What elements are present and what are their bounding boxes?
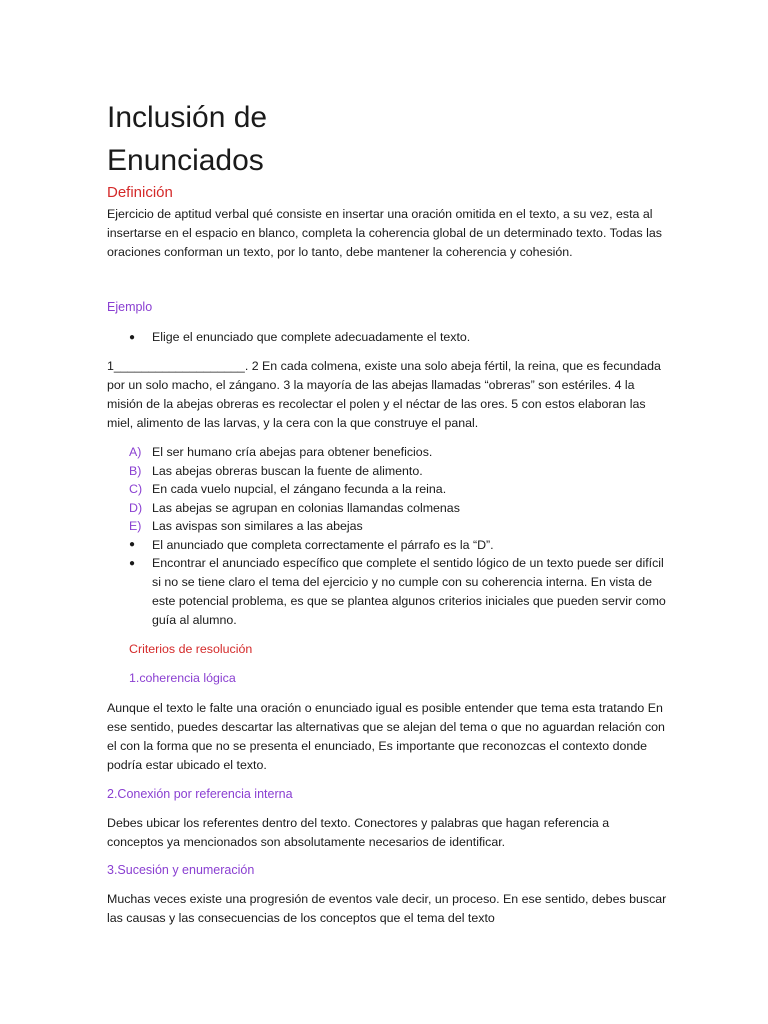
- option-c: [107, 480, 667, 499]
- example-passage: 1___________________. 2 En cada colmena, existe una solo abeja fértil, la reina, que es fecundada por un solo macho, el zángano. 3 la mayoría de las abejas llamadas “obreras” son estériles. 4 la misión de la abejas obreras es recolectar el polen y el néctar de las ores. 5 con estos elaboran las miel, alimento de las larvas, y la cera con la que construye el panal.: [107, 359, 661, 430]
- option-text: El ser humano cría abejas para obtener beneficios.: [152, 445, 433, 459]
- definicion-text: Ejercicio de aptitud verbal qué consiste en insertar una oración omitida en el texto, a su vez, esta al insertarse en el espacio en blanco, completa la coherencia global de un determinado texto. Todas las oraciones conforman un texto, por lo tanto, debe mantener la coherencia y cohesión.: [107, 207, 662, 259]
- option-text: Las abejas obreras buscan la fuente de alimento.: [152, 463, 423, 478]
- options-list: [107, 443, 667, 630]
- criterios-heading: Criterios de resolución: [129, 642, 253, 656]
- note-text: Encontrar el anunciado específico que complete el sentido lógico de un texto puede ser difícil si no se tiene claro el tema del ejercicio y no cumple con su coherencia interna. En vista de este potencial problema, es que se plantea algunos criterios iniciales que pueden servir como guía al alumno.: [152, 556, 666, 627]
- title-line-1: Inclusión de: [107, 101, 268, 134]
- option-e: [107, 517, 667, 536]
- criterio-1-text: Aunque el texto le falte una oración o enunciado igual es posible entender que tema esta tratando En ese sentido, puedes descartar las alternativas que se alejan del tema o que no aguardan relación con el con la forma que no se presenta el enunciado, Es importante que reconozcas el contexto donde podría estar ubicado el texto.: [107, 701, 665, 772]
- criterio-2-heading: 2.Conexión por referencia interna: [107, 787, 293, 801]
- option-b: [107, 462, 667, 481]
- option-text: Las abejas se agrupan en colonias llamandas colmenas: [152, 500, 460, 515]
- note-item: [107, 554, 667, 630]
- bullet-icon: ●: [129, 558, 136, 569]
- bullet-icon: ●: [129, 332, 136, 343]
- option-letter: D): [129, 500, 143, 515]
- option-d: [107, 499, 667, 518]
- criterio-3-text: Muchas veces existe una progresión de eventos vale decir, un proceso. En ese sentido, debes buscar las causas y las consecuencias de los conceptos que el tema del texto: [107, 892, 667, 925]
- ejemplo-heading: Ejemplo: [107, 300, 153, 314]
- criterio-2-text: Debes ubicar los referentes dentro del texto. Conectores y palabras que hagan referencia a conceptos ya mencionados son absolutamente necesarios de identificar.: [107, 816, 610, 849]
- criterio-3-heading: 3.Sucesión y enumeración: [107, 863, 255, 877]
- option-a: [107, 443, 667, 462]
- list-item: [107, 328, 667, 347]
- title-line-2: Enunciados: [107, 144, 264, 177]
- instruction-text: Elige el enunciado que complete adecuadamente el texto.: [152, 330, 471, 344]
- definicion-heading: Definición: [107, 184, 173, 201]
- option-text: Las avispas son similares a las abejas: [152, 519, 363, 533]
- option-text: En cada vuelo nupcial, el zángano fecunda a la reina.: [152, 482, 447, 496]
- answer-text: El anunciado que completa correctamente el párrafo es la “D”.: [152, 537, 494, 552]
- bullet-icon: ●: [129, 538, 136, 550]
- instruction-list: [107, 328, 667, 347]
- answer-item: [107, 536, 667, 555]
- criterio-1-heading: 1.coherencia lógica: [129, 671, 236, 685]
- option-letter: B): [129, 463, 142, 478]
- option-letter: A): [129, 445, 142, 459]
- option-letter: E): [129, 519, 142, 533]
- page-title: [107, 96, 267, 182]
- option-letter: C): [129, 482, 143, 496]
